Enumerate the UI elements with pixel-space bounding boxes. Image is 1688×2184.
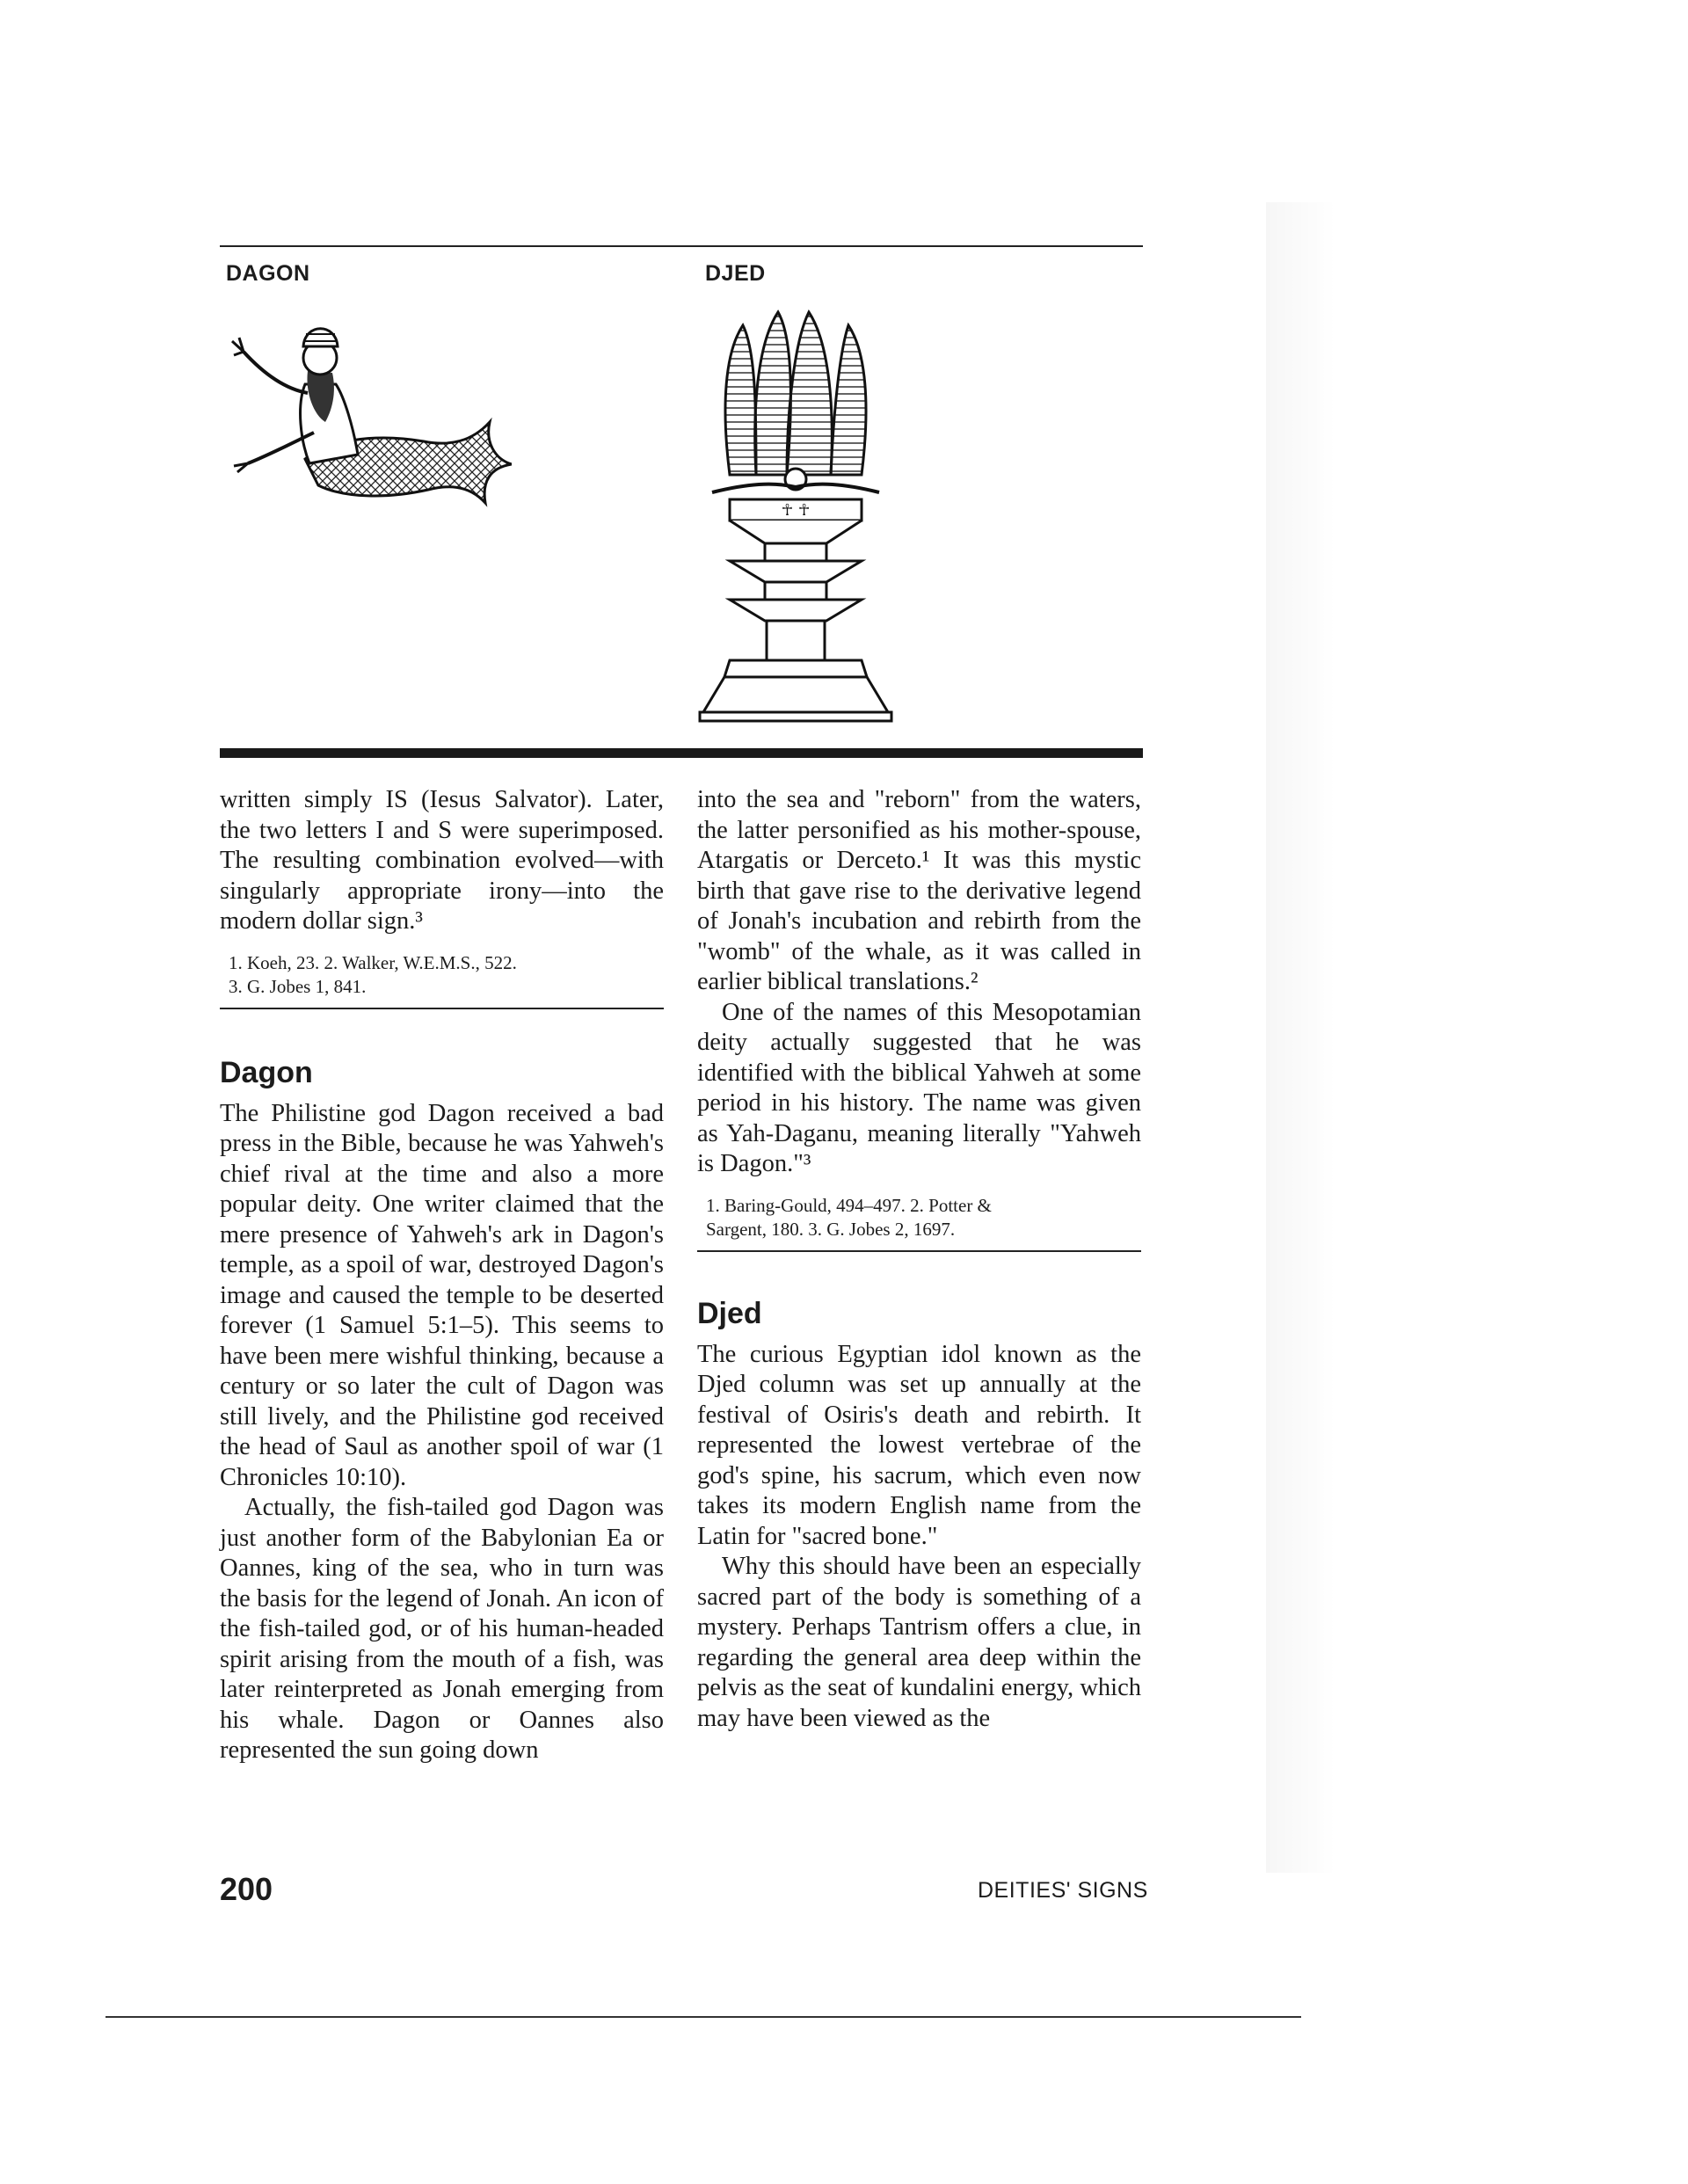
- header-label-dagon: DAGON: [226, 261, 310, 286]
- note-line: 3. G. Jobes 1, 841.: [229, 975, 367, 997]
- dagon-continued-paragraph: One of the names of this Mesopotamian deity actually suggested that he was identified with the biblical Yahweh at some period in his history. The name was given as Yah-Daganu, meaning literally "Yahweh is Dagon."³: [697, 998, 1141, 1177]
- dagon-fish-god-icon: [222, 309, 512, 538]
- page-number: 200: [220, 1871, 273, 1907]
- scan-edge-line: [106, 2016, 1301, 2018]
- djed-column-icon: [695, 299, 897, 730]
- scan-shadow: [1266, 202, 1336, 1873]
- svg-text:☥ ☥: ☥ ☥: [781, 501, 811, 520]
- djed-heading: Djed: [697, 1296, 762, 1330]
- left-notes: [229, 951, 664, 999]
- dagon-paragraph: The Philistine god Dagon received a bad press in the Bible, because he was Yahweh's chief rival at the time and also a more popular deity. One writer claimed that the mere presence of Yahweh's ark in Dagon's temple, as a spoil of war, destroyed Dagon's image and caused the temple to be deserted forever (1 Samuel 5:1–5). This seems to have been mere wishful thinking, because a century or so later the cult of Dagon was still lively, and the Philistine god received the head of Saul as another spoil of war (1 Chronicles 10:10).: [220, 1099, 664, 1491]
- right-notes: [706, 1194, 1141, 1241]
- note-line: 1. Koeh, 23. 2. Walker, W.E.M.S., 522.: [229, 951, 517, 973]
- header-rule: [220, 245, 1143, 247]
- dagon-paragraph: Actually, the fish-tailed god Dagon was just another form of the Babylonian Ea or Oannes, king of the sea, who in turn was the basis for the legend of Jonah. An icon of the fish-tailed god, or of his human-headed spirit arising from the mouth of a fish, was later reinterpreted as Jonah emerging from his whale. Dagon or Oannes also represented the sun going down: [220, 1494, 664, 1764]
- header-label-djed: DJED: [705, 261, 766, 286]
- right-column: [697, 785, 1141, 1734]
- running-footer-title: DEITIES' SIGNS: [978, 1878, 1148, 1903]
- note-line: 1. Baring-Gould, 494–497. 2. Potter &: [706, 1194, 992, 1216]
- dagon-heading: Dagon: [220, 1055, 313, 1089]
- dagon-continued-paragraph: into the sea and "reborn" from the waters, the latter personified as his mother-spouse, Atargatis or Derceto.¹ It was this mystic birth that gave rise to the derivative legend of Jonah's incubation and rebirth from the "womb" of the whale, as it was called in earlier biblical translations.²: [697, 786, 1141, 995]
- section-divider: [220, 748, 1143, 758]
- djed-paragraph: The curious Egyptian idol known as the Djed column was set up annually at the festival of Osiris's death and rebirth. It represented the lowest vertebrae of the god's spine, his sacrum, which even now takes its modern English name from the Latin for "sacred bone.": [697, 1340, 1141, 1550]
- djed-paragraph: Why this should have been an especially sacred part of the body is something of a mystery. Perhaps Tantrism offers a clue, in regarding the general area deep within the pelvis as the seat of kundalini energy, which may have been viewed as the: [697, 1553, 1141, 1732]
- intro-paragraph: written simply IS (Iesus Salvator). Later, the two letters I and S were superimposed. The resulting combination evolved—with singularly appropriate irony—into the modern dollar sign.³: [220, 786, 664, 935]
- note-line: Sargent, 180. 3. G. Jobes 2, 1697.: [706, 1218, 956, 1240]
- left-column: [220, 785, 664, 1766]
